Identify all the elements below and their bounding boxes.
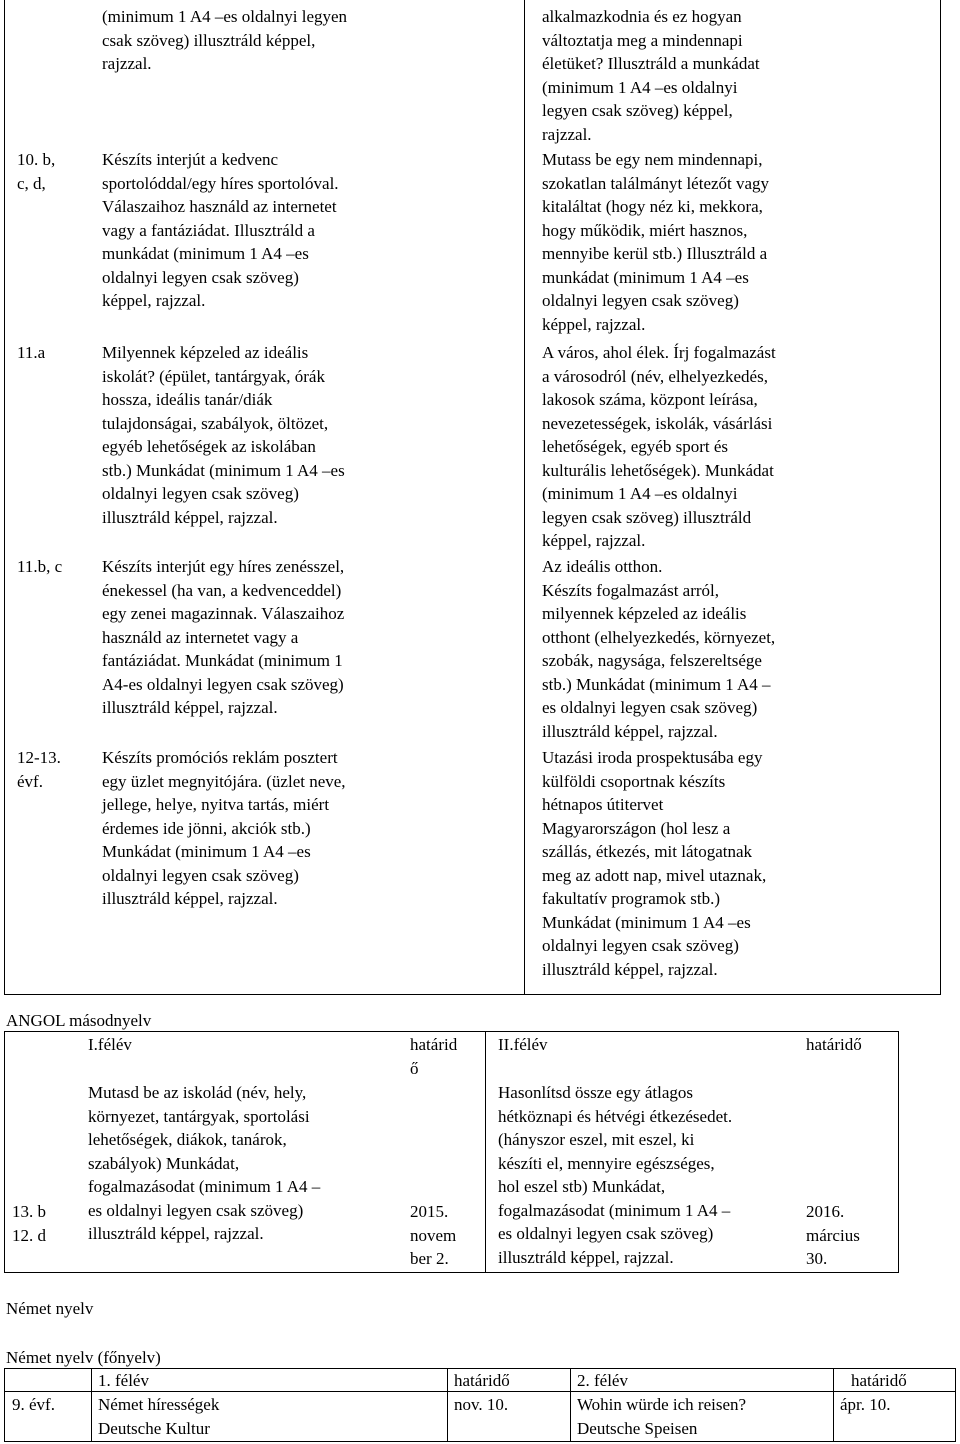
nemet-header-semester-2: 2. félév [577,1371,628,1390]
angol-heading: ANGOL másodnyelv [6,1011,152,1030]
table-border-right [940,0,941,994]
nemet-heading: Német nyelv [6,1299,94,1318]
angol-deadline-1: 2015. novem ber 2. [410,1202,457,1268]
angol-border-right [898,1031,899,1273]
angol-deadline-2: 2016. március 30. [806,1202,860,1268]
class-code-row-3: 11.b, c [17,557,63,576]
task-left-row-3: Készíts interjút egy híres zenésszel, énekessel (ha van, a kedvenceddel) egy zenei magazinnak. Válaszaihoz használd az internetet vagy a fantáziádat. Munkádat (minimum 1 A4-es oldalnyi legyen csak szöveg) illusztráld képpel, rajzzal. [102,557,345,717]
angol-task-2: Hasonlítsd össze egy átlagos hétköznapi és hétvégi étkezésedet. (hányszor eszel, mit eszel, ki készíti el, mennyire egészséges, hol eszel stb) Munkádat, fogalmazásodat (minimum 1 A4 – es oldalnyi legyen csak szöveg) illusztráld képpel, rajzzal. [498,1083,733,1267]
angol-border-left [4,1031,5,1273]
angol-column-divider [485,1031,486,1273]
nemet-deadline-2: ápr. 10. [840,1395,891,1414]
nemet-col-3 [570,1368,571,1442]
angol-header-deadline-1: határid ő [410,1035,458,1078]
task-right-row-3: Az ideális otthon. Készíts fogalmazást arról, milyennek képzeled az ideális otthont (elhelyezkedés, környezet, szobák, nagysága, felszereltsége stb.) Munkádat (minimum 1 A4 – es oldalnyi legyen csak szöveg) illusztráld képpel, rajzzal. [542,557,776,741]
nemet-deadline-1: nov. 10. [454,1395,509,1414]
class-code-row-2: 11.a [17,343,46,362]
task-left-row-0: (minimum 1 A4 –es oldalnyi legyen csak szöveg) illusztráld képpel, rajzzal. [102,7,348,73]
nemet-header-deadline-2: határidő [851,1371,907,1390]
angol-class-code: 13. b 12. d [12,1202,46,1245]
task-right-row-0: alkalmazkodnia és ez hogyan változtatja meg a mindennapi életüket? Illusztráld a munkádat (minimum 1 A4 –es oldalnyi legyen csak szöveg) képpel, rajzzal. [542,7,760,144]
nemet-class-code: 9. évf. [12,1395,55,1414]
nemet-border-right [955,1368,956,1442]
angol-task-1: Mutasd be az iskolád (név, hely, környezet, tantárgyak, sportolási lehetőségek, diákok, tanárok, szabályok) Munkádat, fogalmazásodat (minimum 1 A4 – es oldalnyi legyen csak szöveg) illusztráld képpel, rajzzal. [88,1083,321,1243]
class-code-row-1: 10. b, c, d, [17,150,56,193]
task-left-row-2: Milyennek képzeled az ideális iskolát? (épület, tantárgyak, órák hossza, ideális tanár/diák tulajdonságai, szabályok, öltözet, egyéb lehetőségek az iskolában stb.) Munkádat (minimum 1 A4 –es oldalnyi legyen csak szöveg) illusztráld képpel, rajzzal. [102,343,345,527]
angol-header-deadline-2: határidő [806,1035,862,1054]
task-right-row-1: Mutass be egy nem mindennapi, szokatlan találmányt létezőt vagy kitaláltat (hogy néz ki, mekkora, hogy működik, miért hasznos, mennyibe kerül stb.) Illusztráld a munkádat (minimum 1 A4 –es oldalnyi legyen csak szöveg) képpel, rajzzal. [542,150,770,334]
angol-table-bottom [4,1272,898,1273]
task-right-row-2: A város, ahol élek. Írj fogalmazást a városodról (név, elhelyezkedés, lakosok száma, központ leírása, nevezetességek, iskolák, vásárlási lehetőségek, egyéb sport és kulturális lehetőségek). Munkádat (minimum 1 A4 –es oldalnyi legyen csak szöveg) illusztráld képpel, rajzzal. [542,343,776,550]
nemet-task-2: Wohin würde ich reisen? Deutsche Speisen [577,1395,747,1438]
task-left-row-1: Készíts interjút a kedvenc sportolóddal/egy híres sportolóval. Válaszaihoz használd az internetet vagy a fantáziádat. Illusztráld a munkádat (minimum 1 A4 –es oldalnyi legyen csak szöveg) képpel, rajzzal. [102,150,339,310]
table-border-left [4,0,5,994]
angol-header-semester-1: I.félév [88,1035,132,1054]
nemet-col-1 [91,1368,92,1442]
task-left-row-4: Készíts promóciós reklám posztert egy üzlet megnyitójára. (üzlet neve, jellege, helye, nyitva tartás, miért érdemes ide jönni, akciók stb.) Munkádat (minimum 1 A4 –es oldalnyi legyen csak szöveg) illusztráld képpel, rajzzal. [102,748,346,908]
table-border-bottom [4,994,941,995]
class-code-row-4: 12-13. évf. [17,748,61,791]
nemet-border-left [4,1368,5,1442]
column-divider [524,0,525,994]
task-right-row-4: Utazási iroda prospektusába egy külföldi csoportnak készíts hétnapos útitervet Magyarországon (hol lesz a szállás, étkezés, mit látogatnak meg az adott nap, mivel utaznak, fakultatív programok stb.) Munkádat (minimum 1 A4 –es oldalnyi legyen csak szöveg) illusztráld képpel, rajzzal. [542,748,767,979]
angol-table-top [4,1031,898,1032]
nemet-col-4 [833,1368,834,1442]
nemet-subheading: Német nyelv (főnyelv) [6,1348,161,1367]
nemet-task-1: Német hírességek Deutsche Kultur [98,1395,220,1438]
nemet-table-bottom [4,1441,955,1442]
angol-header-semester-2: II.félév [498,1035,548,1054]
nemet-header-deadline-1: határidő [454,1371,510,1390]
nemet-header-semester-1: 1. félév [98,1371,149,1390]
nemet-col-2 [447,1368,448,1442]
